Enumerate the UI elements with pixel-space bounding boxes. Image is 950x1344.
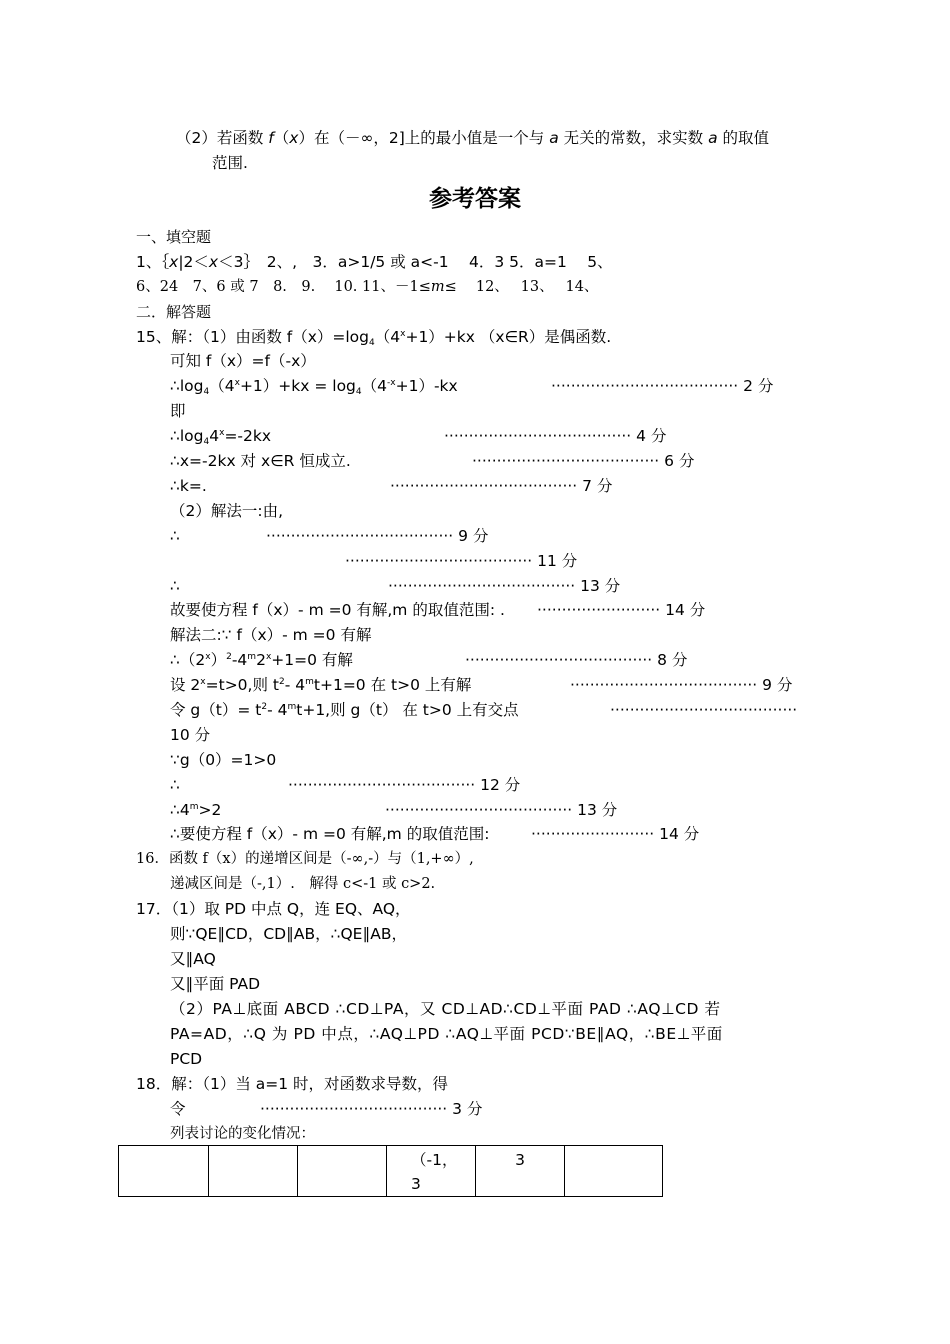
score-12: ······································ 12 分: [288, 776, 521, 794]
superscript: x: [400, 329, 406, 339]
p18-line1: 18．解：（1）当 a=1 时，对函数求导数，得: [136, 1075, 449, 1093]
score-10-leader: ······································: [610, 701, 798, 719]
subscript: 4: [355, 387, 362, 397]
table-cell: [298, 1146, 387, 1197]
p15-line5: [170, 426, 271, 446]
p15-line3: [170, 376, 458, 396]
table-cell: [476, 1146, 565, 1197]
score-3: ······································ 3 分: [260, 1100, 483, 1118]
p17-line2: 则∵QE∥CD，CD∥AB，∴QE∥AB，: [170, 925, 407, 943]
score-13: ······································ 13 分: [388, 577, 621, 595]
superscript: x: [234, 378, 240, 388]
p17-line3: 又∥AQ: [170, 950, 216, 968]
superscript: 2: [278, 677, 285, 687]
p15-line11: ∴: [170, 577, 180, 595]
text: +1）-kx: [395, 377, 458, 395]
superscript: 2: [226, 652, 232, 662]
text: 设 2: [170, 676, 201, 694]
text: t+1,则 g（t） 在 t>0 上有交点: [296, 701, 519, 719]
p17-line4: 又∥平面 PAD: [170, 975, 261, 993]
p15-line20: [170, 800, 221, 820]
text: - 4: [267, 701, 288, 719]
score-4: ······································ 4 分: [444, 427, 667, 445]
score-9: ······································ 9 分: [266, 527, 489, 545]
text: =t>0,则 t: [205, 676, 279, 694]
p15-line16: [170, 700, 519, 720]
var-x: x: [169, 253, 179, 271]
p15-line1: [136, 327, 611, 347]
superscript: x: [219, 428, 225, 438]
text: +1=0 有解: [271, 651, 353, 669]
question-part2-line2: 范围.: [212, 154, 248, 172]
superscript: m: [287, 702, 297, 712]
text: =-2kx: [224, 427, 272, 445]
p18-line2: 令: [170, 1100, 186, 1118]
p15-line2: 可知 f（x）=f（-x）: [170, 352, 316, 370]
text: ）在（－∞，2]上的最小值是一个与: [298, 129, 550, 147]
p15-line14: [170, 650, 353, 670]
text: ）: [210, 651, 227, 669]
p18-line3: 列表讨论的变化情况：: [170, 1126, 315, 1142]
superscript: m: [247, 652, 257, 662]
text: （4: [209, 377, 235, 395]
question-part2-line1: [176, 128, 769, 148]
score-11: ······································ 11 分: [345, 552, 578, 570]
var-f: f: [268, 129, 274, 147]
text: 6、24 7、6 或 7 8. 9. 10. 11、－1≤: [136, 279, 431, 295]
score-13b: ······································ 13 分: [385, 801, 618, 819]
var-x: x: [289, 129, 299, 147]
text: ≤ 12、 13、 14、: [444, 279, 599, 295]
p15-line15: [170, 675, 471, 695]
subscript: 4: [203, 437, 210, 447]
var-m: m: [430, 279, 445, 295]
var-x: x: [208, 253, 219, 271]
text: （4: [374, 328, 401, 346]
text: t+1=0 在 t>0 上有解: [313, 676, 472, 694]
score-7: ······································ 7 分: [390, 477, 613, 495]
p15-line17: 10 分: [170, 726, 211, 744]
score-14: ························· 14 分: [537, 601, 706, 619]
table-cell-text: （-1，3: [411, 1151, 458, 1193]
superscript: m: [305, 677, 314, 687]
p15-line21: ∴要使方程 f（x）- m =0 有解,m 的取值范围:: [170, 825, 490, 843]
superscript: m: [189, 802, 199, 812]
superscript: x: [265, 652, 272, 662]
text: ∴log: [170, 427, 204, 445]
text: +1）+kx = log: [239, 377, 356, 395]
p15-line13: 解法二:∵ f（x）- m =0 有解: [170, 626, 372, 644]
p17-line7: PCD: [170, 1050, 203, 1068]
table-cell-text: 3: [515, 1151, 525, 1169]
text: ∴4: [170, 801, 190, 819]
fill-answers-line1: [136, 252, 613, 272]
score-14b: ························· 14 分: [531, 825, 700, 843]
p15-line12: 故要使方程 f（x）- m =0 有解,m 的取值范围: .: [170, 601, 505, 619]
p15-line9: ∴: [170, 527, 180, 545]
text: ∴log: [170, 377, 204, 395]
p17-line5: （2）PA⊥底面 ABCD ∴CD⊥PA，又 CD⊥AD∴CD⊥平面 PAD ∴AQ⊥CD 若: [170, 1000, 721, 1018]
p17-line6: PA=AD，∴Q 为 PD 中点，∴AQ⊥PD ∴AQ⊥平面 PCD∵BE∥AQ，∴BE⊥平面: [170, 1025, 723, 1043]
text: ∴（2: [170, 651, 206, 669]
text: |2＜: [178, 253, 209, 271]
score-9b: ······································ 9 分: [570, 676, 793, 694]
table-cell: [565, 1146, 663, 1197]
table-cell: [119, 1146, 209, 1197]
variation-table: [118, 1145, 663, 1197]
p15-line7: ∴k=.: [170, 477, 207, 495]
table-row: [119, 1146, 663, 1197]
p16-line2: 递减区间是（-,1）. 解得 c<-1 或 c>2.: [170, 876, 436, 892]
text: -4: [231, 651, 248, 669]
text: （: [273, 129, 290, 147]
text: 令 g（t）= t: [170, 701, 262, 719]
p16-line1: 16．函数 f（x）的递增区间是（-∞,-）与（1,+∞）,: [136, 851, 474, 867]
superscript: 2: [261, 702, 268, 712]
fill-answers-line2: [136, 277, 598, 297]
score-6: ······································ 6 分: [472, 452, 695, 470]
p15-line4: 即: [170, 402, 186, 420]
text: （2）若函数: [176, 129, 269, 147]
superscript: -x: [387, 378, 396, 388]
page-title: 参考答案: [429, 186, 521, 212]
p15-line8: （2）解法一:由,: [170, 502, 284, 520]
var-a: a: [708, 129, 718, 147]
p15-line18: ∵g（0）=1>0: [170, 751, 277, 769]
p15-line6: ∴x=-2kx 对 x∈R 恒成立.: [170, 452, 351, 470]
text: ＜3｝ 2、, 3．a>1/5 或 a<-1 4．3 5．a=1 5、: [218, 253, 613, 271]
subscript: 4: [369, 338, 375, 348]
text: >2: [198, 801, 222, 819]
p15-line19: ∴: [170, 776, 180, 794]
score-2: ······································ 2 分: [551, 377, 774, 395]
text: （4: [361, 377, 388, 395]
superscript: x: [205, 652, 211, 662]
table-cell: [387, 1146, 476, 1197]
section-fill-in-heading: 一、填空题: [136, 228, 212, 246]
text: 无关的常数，求实数: [558, 129, 709, 147]
p17-line1: 17．（1）取 PD 中点 Q，连 EQ、AQ，: [136, 900, 411, 918]
text: 4: [209, 427, 220, 445]
section-solutions-heading: 二．解答题: [136, 303, 212, 321]
superscript: x: [200, 677, 206, 687]
text: 2: [256, 651, 266, 669]
score-8: ······································ 8 分: [465, 651, 688, 669]
text: 15、解：（1）由函数 f（x）=log: [136, 328, 370, 346]
table-cell: [209, 1146, 298, 1197]
subscript: 4: [203, 387, 210, 397]
text: 1、｛: [136, 253, 170, 271]
text: +1）+kx （x∈R）是偶函数.: [405, 328, 612, 346]
text: - 4: [284, 676, 306, 694]
var-a: a: [549, 129, 559, 147]
text: 的取值: [717, 129, 770, 147]
